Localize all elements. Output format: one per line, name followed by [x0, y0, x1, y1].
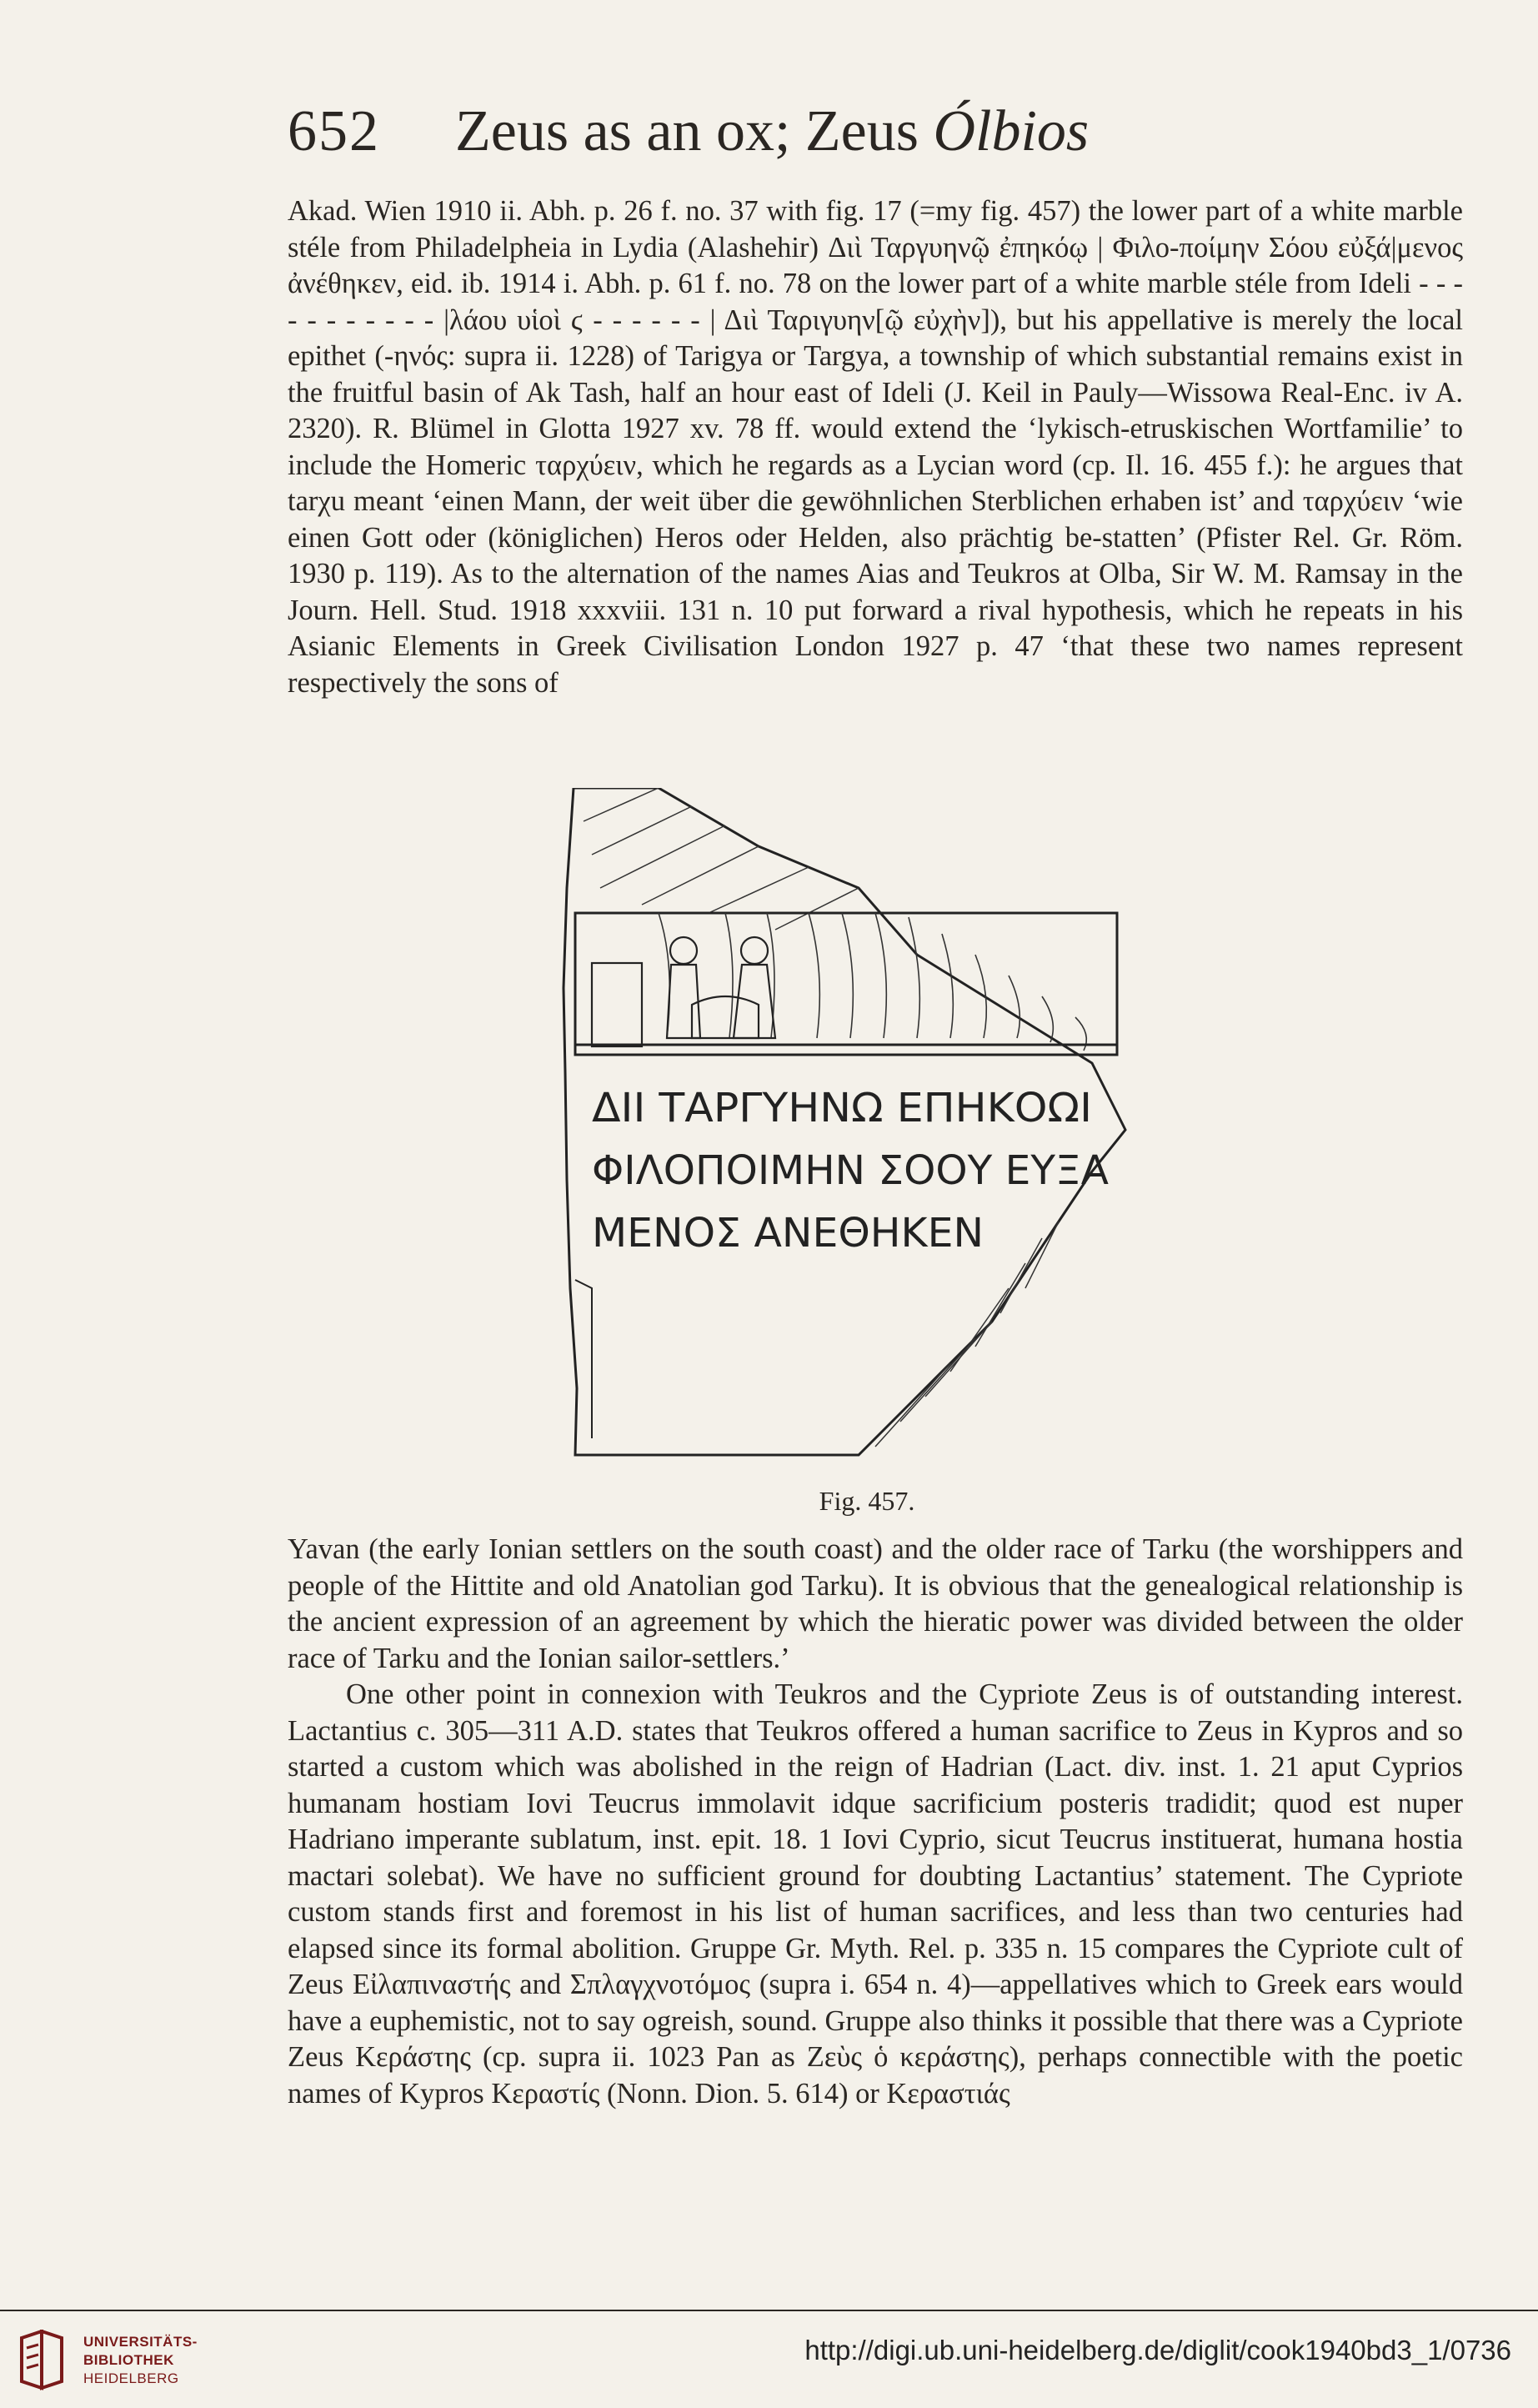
- source-url-link[interactable]: http://digi.ub.uni-heidelberg.de/diglit/cook1940bd3_1/0736: [804, 2335, 1511, 2365]
- running-head: [455, 98, 1089, 165]
- running-head-italic: Ólbios: [933, 99, 1090, 163]
- library-name-line-2: BIBLIOTHEK: [83, 2352, 174, 2368]
- text-block-top: [288, 193, 1463, 701]
- page-header: [288, 98, 1480, 173]
- library-name-line-3: HEIDELBERG: [83, 2370, 179, 2386]
- text-block-bottom: [288, 1532, 1463, 2112]
- library-name-line-1: UNIVERSITÄTS-: [83, 2334, 198, 2350]
- figure-caption: Fig. 457.: [819, 1486, 915, 1516]
- running-head-main: Zeus as an ox; Zeus: [455, 99, 934, 163]
- footnote-paragraph: Akad. Wien 1910 ii. Abh. p. 26 f. no. 37 with fig. 17 (=my fig. 457) the lower part of a white marble stéle from Philadelpheia in Lydia (Alashehir) Διὶ Ταργυηνῷ ἐπηκόῳ | Φιλο-ποίμην Σόου εὐξά|μενος ἀνέθηκεν, eid. ib. 1914 i. Abh. p. 61 f. no. 78 on the lower part of a white marble stéle from Ideli - - - - - - - - - - - |λάου υἱοὶ ϛ - - - - - - | Διὶ Ταριγυην[ῷ εὐχὴν]), but his appellative is merely the local epithet (-ηνός: supra ii. 1228) of Tarigya or Targya, a township of which substantial remains exist in the fruitful basin of Ak Tash, half an hour east of Ideli (J. Keil in Pauly—Wissowa Real-Enc. iv A. 2320). R. Blümel in Glotta 1927 xv. 78 ff. would extend the ‘lykisch-etruskischen Wortfamilie’ to include the Homeric ταρχύειν, which he regards as a Lycian word (cp. Il. 16. 455 f.): he argues that tarχu meant ‘einen Mann, der weit über die gewöhnlichen Sterblichen erhaben ist’ and ταρχύειν ‘wie einen Gott oder (königlichen) Heros oder Helden, also prächtig be-statten’ (Pfister Rel. Gr. Röm. 1930 p. 119). As to the alternation of the names Aias and Teukros at Olba, Sir W. M. Ramsay in the Journ. Hell. Stud. 1918 xxxviii. 131 n. 10 put forward a rival hypothesis, which he repeats in his Asianic Elements in Greek Civilisation London 1927 p. 47 ‘that these two names represent respectively the sons of: [288, 195, 1463, 699]
- figure-stele: [559, 788, 1159, 1480]
- inscription-line-3: ΜΕΝΟΣ ΑΝΕΘΗΚΕΝ: [592, 1210, 984, 1257]
- library-name: [83, 2333, 198, 2388]
- inscription-line-1: ΔΙΙ ΤΑΡΓΥΗΝΩ ΕΠΗΚΟΩΙ: [592, 1085, 1092, 1131]
- main-paragraph: One other point in connexion with Teukros and the Cypriote Zeus is of outstanding interest. Lactantius c. 305—311 A.D. states that Teukros offered a human sacrifice to Zeus in Kypros and so started a custom which was abolished in the reign of Hadrian (Lact. div. inst. 1. 21 aput Cyprios humanam hostiam Iovi Teucrus immolavit idque sacrificium posteris tradidit; quod est nuper Hadriano imperante sublatum, inst. epit. 18. 1 Iovi Cyprio, sicut Teucrus instituerat, humana hostia mactari solebat). We have no sufficient ground for doubting Lactantius’ statement. The Cypriote custom stands first and foremost in his list of human sacrifices, and less than two centuries had elapsed since its formal abolition. Gruppe Gr. Myth. Rel. p. 335 n. 15 compares the Cypriote cult of Zeus Εἰλαπιναστής and Σπλαγχνοτόμος (supra i. 654 n. 4)—appellatives which to Greek ears would have a euphemistic, not to say ogreish, sound. Gruppe also thinks it possible that there was a Cypriote Zeus Κεράστης (cp. supra ii. 1023 Pan as Ζεὺς ὁ κεράστης), perhaps connectible with the poetic names of Kypros Κεραστίς (Nonn. Dion. 5. 614) or Κεραστιάς: [288, 1678, 1463, 2110]
- inscription-line-2: ΦΙΛΟΠΟΙΜΗΝ ΣΟΟΥ ΕΥΞΑ: [592, 1147, 1110, 1194]
- library-logo-icon: [17, 2330, 67, 2391]
- page-footer: [0, 2311, 1538, 2408]
- stele-drawing: [559, 788, 1159, 1480]
- page-number: 652: [288, 99, 380, 163]
- quote-continuation: Yavan (the early Ionian settlers on the south coast) and the older race of Tarku (the worshippers and people of the Hittite and old Anatolian god Tarku). It is obvious that the genealogical relationship is the ancient expression of an agreement by which the hieratic power was divided between the older race of Tarku and the Ionian sailor-settlers.’: [288, 1533, 1463, 1674]
